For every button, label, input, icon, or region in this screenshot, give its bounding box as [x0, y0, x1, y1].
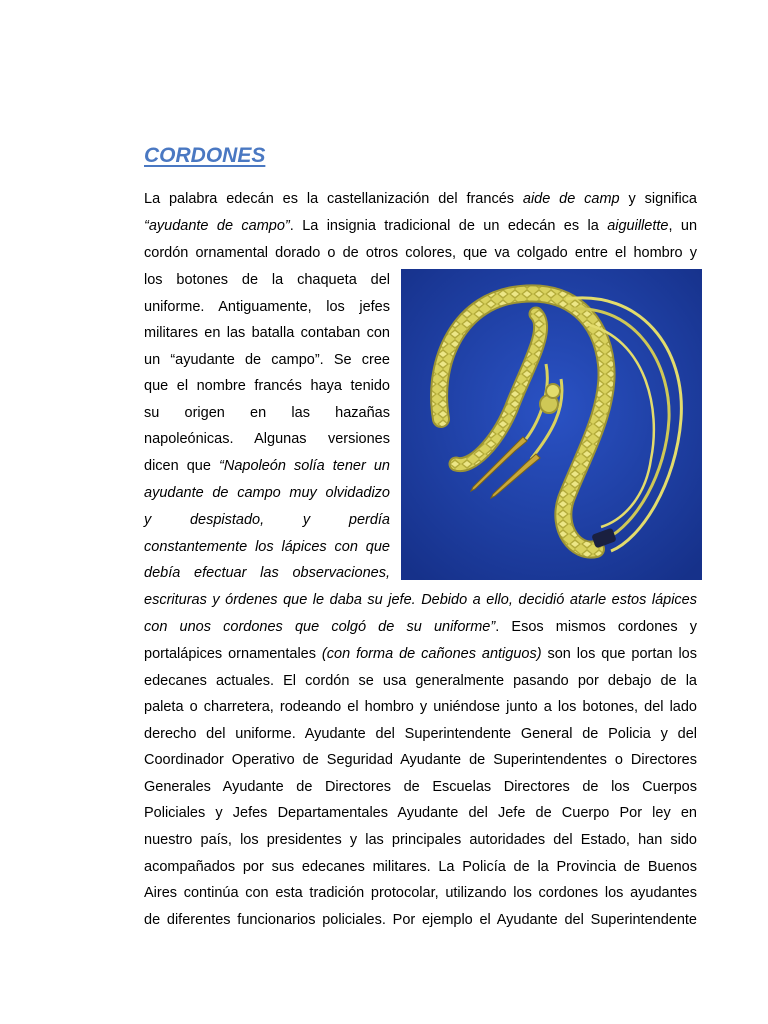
text-line: portalápices ornamentales (con forma de cañones antiguos) son los que portan los [144, 646, 697, 662]
text-line: escrituras y órdenes que le daba su jefe. Debido a ello, decidió atarle estos lápices [144, 592, 697, 608]
text-line: constantemente los lápices con que [144, 539, 390, 555]
text-line: los botones de la chaqueta del [144, 272, 390, 288]
text-line: Coordinador Operativo de Seguridad Ayudante de Superintendentes o Directores [144, 752, 697, 768]
text-line: Aires continúa con esta tradición protocolar, utilizando los cordones los ayudantes [144, 885, 697, 901]
text-line: su origen en las hazañas [144, 405, 390, 421]
aiguillette-photo [401, 269, 702, 580]
text-line: derecho del uniforme. Ayudante del Superintendente General de Policia y del [144, 726, 697, 742]
text-line: y despistado, y perdía [144, 512, 390, 528]
text-line: edecanes actuales. El cordón se usa generalmente pasando por debajo de la [144, 673, 697, 689]
text-line: La palabra edecán es la castellanización del francés aide de camp y significa [144, 191, 697, 207]
text-line: de diferentes funcionarios policiales. Por ejemplo el Ayudante del Superintendente [144, 912, 697, 928]
text-line: “ayudante de campo”. La insignia tradicional de un edecán es la aiguillette, un [144, 218, 698, 234]
page-title: CORDONES [144, 144, 266, 167]
text-line: cordón ornamental dorado o de otros colores, que va colgado entre el hombro y [144, 245, 697, 261]
text-line: paleta o charretera, rodeando el hombro y uniéndose junto a los botones, del lado [144, 699, 697, 715]
text-line: napoleónicas. Algunas versiones [144, 431, 390, 447]
text-line: acompañados por sus edecanes militares. La Policía de la Provincia de Buenos [144, 859, 697, 875]
text-line: Policiales y Jefes Departamentales Ayudante del Jefe de Cuerpo Por ley en [144, 805, 697, 821]
text-line: que el nombre francés haya tenido [144, 378, 390, 394]
text-line: un “ayudante de campo”. Se cree [144, 352, 390, 368]
text-line: Generales Ayudante de Directores de Escuelas Directores de los Cuerpos [144, 779, 697, 795]
text-line: militares en las batalla contaban con [144, 325, 390, 341]
text-line: nuestro país, los presidentes y las principales autoridades del Estado, han sido [144, 832, 697, 848]
text-line: dicen que “Napoleón solía tener un [144, 458, 390, 474]
text-line: ayudante de campo muy olvidadizo [144, 485, 390, 501]
text-line: debía efectuar las observaciones, [144, 565, 390, 581]
text-line: uniforme. Antiguamente, los jefes [144, 299, 390, 315]
text-line: con unos cordones que colgó de su uniforme”. Esos mismos cordones y [144, 619, 697, 635]
